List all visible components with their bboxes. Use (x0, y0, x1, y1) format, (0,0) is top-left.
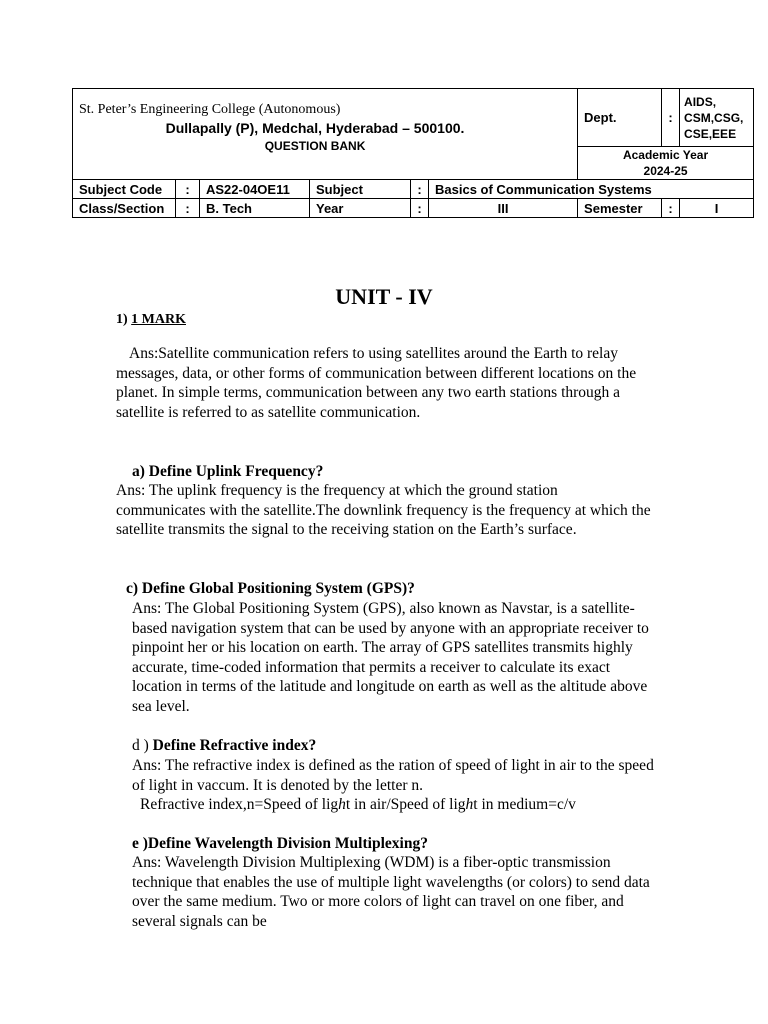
question-a: a) Define Uplink Frequency? (132, 463, 324, 480)
intro-answer: Ans:Satellite communication refers to using satellites around the Earth to relay messages, data, or other forms of communication between different locations on the planet. In simple terms, communication between any two earth stations through a satellite is referred to as satellite communication. (116, 345, 637, 421)
formula-part-b: t in air/Speed of lig (345, 796, 466, 813)
academic-year-label: Academic Year (622, 148, 709, 162)
question-d-prefix: d ) (132, 737, 149, 754)
subject-value: Basics of Communication Systems (429, 180, 754, 199)
formula-part-a: Refractive index,n=Speed of lig (140, 796, 339, 813)
subject-label: Subject (310, 180, 411, 199)
class-colon: : (176, 199, 200, 218)
mark-label: 1 MARK (131, 312, 186, 327)
semester-label: Semester (578, 199, 662, 218)
class-value: B. Tech (200, 199, 310, 218)
answer-d: Ans: The refractive index is defined as the ration of speed of light in air to the speed of light in vaccum. It is denoted by the letter n. (132, 757, 654, 794)
unit-title: UNIT - IV (335, 284, 433, 309)
year-value: III (429, 199, 578, 218)
header-table (72, 88, 754, 218)
answer-c: Ans: The Global Positioning System (GPS), also known as Navstar, is a satellite-based navigation system that can be used by anyone with an appropriate receiver to pinpoint her or his location on earth. The array of GPS satellites transmits highly accurate, time-coded information that permits a receiver to calculate its exact location in terms of the latitude and longitude on earth as well as the altitude above sea level. (132, 600, 649, 715)
subject-code-value: AS22-04OE11 (200, 180, 310, 199)
mark-heading (116, 310, 186, 330)
dept-colon: : (662, 89, 680, 147)
question-c: c) Define Global Positioning System (GPS)? (126, 580, 415, 597)
question-d-text: Define Refractive index? (152, 737, 317, 754)
formula-h2: h (465, 796, 474, 813)
dept-value: AIDS, CSM,CSG, CSE,EEE (680, 89, 754, 147)
college-address: Dullapally (P), Medchal, Hyderabad – 500100. (165, 120, 465, 136)
college-name: St. Peter’s Engineering College (Autonomous) (79, 102, 341, 117)
formula-part-c: t in medium=c/v (473, 796, 576, 813)
document-type: QUESTION BANK (264, 139, 366, 153)
question-d (132, 736, 316, 756)
academic-year-value: 2024-25 (643, 164, 688, 178)
subject-code-label: Subject Code (73, 180, 176, 199)
college-info (73, 89, 578, 180)
class-label: Class/Section (73, 199, 176, 218)
question-e: e )Define Wavelength Division Multiplexing? (132, 835, 428, 852)
semester-colon: : (662, 199, 680, 218)
refractive-index-formula (140, 795, 576, 815)
academic-year (578, 147, 754, 180)
answer-a: Ans: The uplink frequency is the frequency at which the ground station communicates with the satellite.The downlink frequency is the frequency at which the satellite transmits the signal to the receiving station on the Earth’s surface. (116, 482, 651, 538)
subject-colon: : (411, 180, 429, 199)
mark-prefix: 1) (116, 312, 128, 327)
semester-value: I (680, 199, 754, 218)
answer-e: Ans: Wavelength Division Multiplexing (WDM) is a fiber-optic transmission technique that enables the use of multiple light wavelengths (or colors) to send data over the same medium. Two or more colors of light can travel on one fiber, and several signals can be (132, 854, 650, 930)
year-colon: : (411, 199, 429, 218)
year-label: Year (310, 199, 411, 218)
subject-code-colon: : (176, 180, 200, 199)
formula-h1: h (338, 796, 346, 813)
dept-label: Dept. (578, 89, 662, 147)
